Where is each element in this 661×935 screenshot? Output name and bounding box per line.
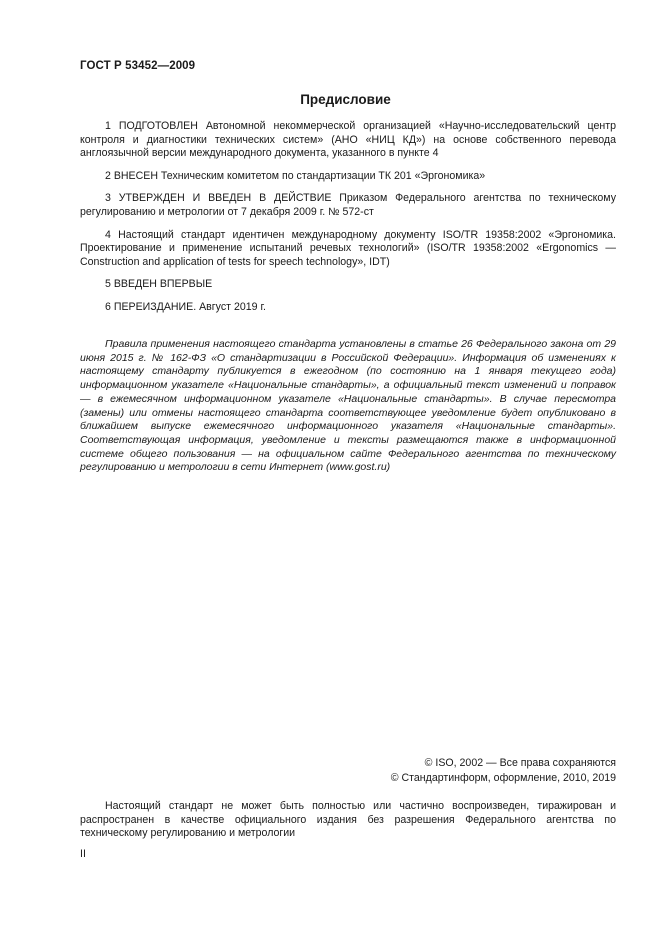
foreword-item-1: 1 ПОДГОТОВЛЕН Автономной некоммерческой организацией «Научно-исследовательский центр контроля и диагностики технических систем» (АНО «НИЦ КД») на основе собственного перевода англоязычной версии международного документа, указанного в пункте 4 bbox=[80, 120, 616, 160]
copyright-standartinform: © Стандартинформ, оформление, 2010, 2019 bbox=[390, 771, 616, 784]
foreword-item-4: 4 Настоящий стандарт идентичен международному документу ISO/TR 19358:2002 «Эргономика. Проектирование и применение испытаний речевых технологий» (ISO/TR 19358:2002 «Ergonomics — Construction and application of tests for speech technology», IDT) bbox=[80, 228, 616, 268]
foreword-items bbox=[80, 120, 616, 315]
foreword-item-2: 2 ВНЕСЕН Техническим комитетом по стандартизации ТК 201 «Эргономика» bbox=[105, 169, 486, 182]
standard-id-header: ГОСТ Р 53452—2009 bbox=[80, 60, 196, 72]
foreword-item-6: 6 ПЕРЕИЗДАНИЕ. Август 2019 г. bbox=[105, 300, 266, 313]
reproduction-notice: Настоящий стандарт не может быть полностью или частично воспроизведен, тиражирован и распространен в качестве официального издания без разрешения Федерального агентства по техническому регулированию и метрологии bbox=[80, 800, 616, 840]
copyright-iso: © ISO, 2002 — Все права сохраняются bbox=[424, 757, 616, 769]
foreword-item-5: 5 ВВЕДЕН ВПЕРВЫЕ bbox=[105, 278, 213, 291]
copyright-block bbox=[391, 756, 616, 785]
foreword-item-3: 3 УТВЕРЖДЕН И ВВЕДЕН В ДЕЙСТВИЕ Приказом Федерального агентства по техническому регулированию и метрологии от 7 декабря 2009 г. № 572-ст bbox=[80, 192, 616, 218]
page-title: Предисловие bbox=[300, 92, 391, 107]
page-number: II bbox=[80, 848, 86, 860]
application-rules-notice: Правила применения настоящего стандарта установлены в статье 26 Федерального закона от 29 июня 2015 г. № 162-ФЗ «О стандартизации в Российской Федерации». Информация об изменениях к настоящему стандарту публикуется в ежегодном (по состоянию на 1 января текущего года) информационном указателе «Национальные стандарты», а официальный текст изменений и поправок — в ежемесячном информационном указателе «Национальные стандарты». В случае пересмотра (замены) или отмены настоящего стандарта соответствующее уведомление будет опубликовано в ближайшем выпуске ежемесячного информационного указателя «Национальные стандарты». Соответствующая информация, уведомление и тексты размещаются также в информационной системе общего пользования — на официальном сайте Федерального агентства по техническому регулированию и метрологии в сети Интернет (www.gost.ru) bbox=[80, 338, 616, 474]
